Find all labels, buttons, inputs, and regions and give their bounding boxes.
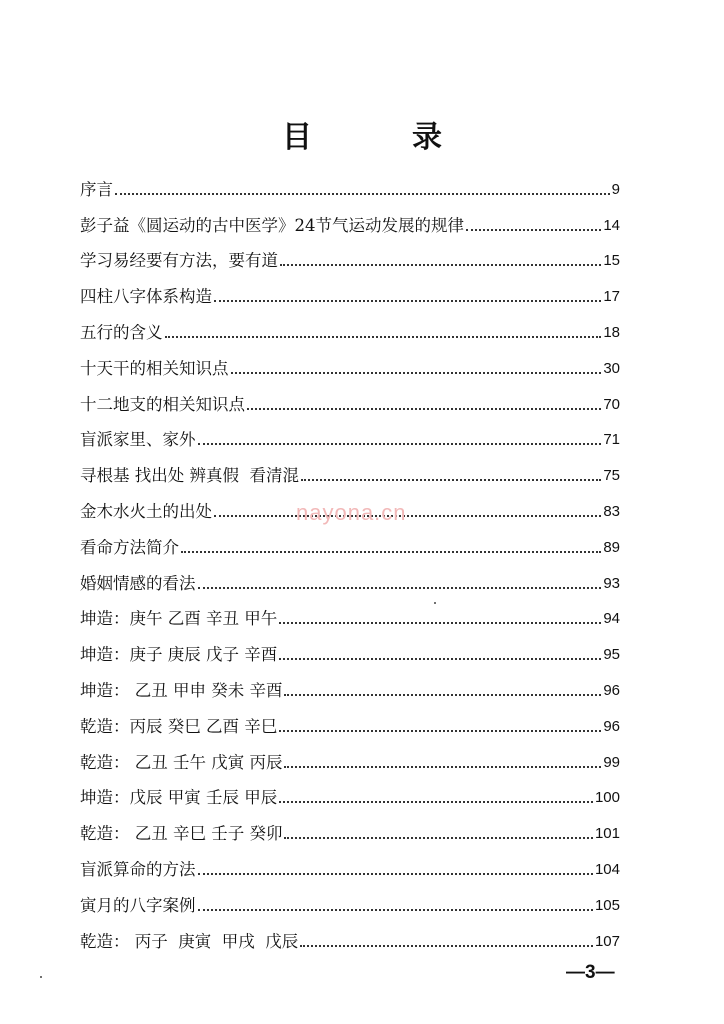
dot-leader (280, 264, 601, 266)
dot-leader (198, 443, 602, 445)
page-number: —3— (566, 962, 615, 983)
toc-entry-page: 101 (594, 825, 620, 843)
toc-entry-page: 104 (594, 860, 620, 878)
toc-entry-title: 坤造： 乙丑 甲申 癸未 辛酉 (80, 680, 283, 700)
toc-entry (80, 200, 620, 236)
toc-entry (80, 773, 620, 809)
toc-entry-page: 18 (603, 323, 620, 341)
toc-entry-title: 坤造：庚子 庚辰 戊子 辛酉 (80, 645, 278, 665)
dot-leader (198, 587, 602, 589)
dot-leader (279, 658, 601, 660)
dot-leader (300, 945, 593, 947)
toc-entry-page: 83 (603, 502, 620, 520)
toc-entry-title: 寅月的八字案例 (80, 895, 196, 915)
dot-leader (284, 694, 601, 696)
toc-entry (80, 379, 620, 415)
scan-speck (434, 602, 436, 604)
toc-entry (80, 271, 620, 307)
toc-entry (80, 808, 620, 844)
dot-leader (279, 622, 601, 624)
toc-entry-page: 95 (603, 646, 620, 664)
toc-entry-page: 30 (603, 359, 620, 377)
toc-entry-title: 寻根基 找出处 辨真假 看清混 (80, 466, 299, 486)
dot-leader (214, 515, 601, 517)
toc-entry (80, 880, 620, 916)
toc-entry (80, 701, 620, 737)
toc-entry-page: 100 (594, 789, 620, 807)
toc-entry-page: 96 (603, 717, 620, 735)
toc-entry-page: 75 (603, 467, 620, 485)
toc-entry-title: 四柱八字体系构造 (80, 287, 212, 307)
dot-leader (214, 300, 601, 302)
dot-leader (284, 766, 601, 768)
dot-leader (279, 801, 593, 803)
toc-entry-title: 乾造： 乙丑 辛巳 壬子 癸卯 (80, 824, 283, 844)
toc-entry (80, 415, 620, 451)
toc-entry-page: 105 (594, 896, 620, 914)
dot-leader (181, 551, 601, 553)
dot-leader (301, 479, 601, 481)
toc-entry-title: 乾造： 丙子 庚寅 甲戌 戊辰 (80, 931, 299, 951)
toc-entry-page: 94 (603, 610, 620, 628)
toc-entry (80, 307, 620, 343)
toc-entry-page: 9 (611, 180, 620, 198)
toc-entry-page: 14 (603, 216, 620, 234)
toc-entry-title: 盲派算命的方法 (80, 859, 196, 879)
toc-entry-page: 70 (603, 395, 620, 413)
toc-entry (80, 164, 620, 200)
toc-entry (80, 916, 620, 952)
toc-entry-page: 71 (603, 431, 620, 449)
toc-entry (80, 629, 620, 665)
toc-entry-page: 107 (594, 932, 620, 950)
toc-entry (80, 236, 620, 272)
dot-leader (165, 336, 602, 338)
page-title: 目录 (282, 120, 542, 155)
toc-entry-title: 十二地支的相关知识点 (80, 394, 245, 414)
dot-leader (247, 408, 601, 410)
toc-entry-title: 学习易经要有方法，要有道 (80, 251, 278, 271)
toc-entry-title: 婚姻情感的看法 (80, 573, 196, 593)
toc-entry-page: 17 (603, 288, 620, 306)
toc-entry-title: 坤造：庚午 乙酉 辛丑 甲午 (80, 609, 278, 629)
toc-entry-title: 乾造： 乙丑 壬午 戊寅 丙辰 (80, 752, 283, 772)
toc-entry (80, 665, 620, 701)
toc-entry (80, 522, 620, 558)
dot-leader (279, 730, 601, 732)
dot-leader (198, 873, 593, 875)
toc-entry-title: 乾造：丙辰 癸巳 乙酉 辛巳 (80, 716, 278, 736)
toc-entry (80, 844, 620, 880)
toc-entry-title: 盲派家里、家外 (80, 430, 196, 450)
toc-entry-page: 99 (603, 753, 620, 771)
toc-entry (80, 558, 620, 594)
dot-leader (466, 229, 601, 231)
table-of-contents (80, 164, 620, 952)
toc-entry-page: 93 (603, 574, 620, 592)
toc-entry (80, 450, 620, 486)
dot-leader (231, 372, 602, 374)
toc-entry-page: 15 (603, 252, 620, 270)
dot-leader (198, 909, 593, 911)
toc-entry-title: 序言 (80, 179, 113, 199)
dot-leader (115, 193, 610, 195)
watermark: nayona.cn (296, 500, 407, 525)
dot-leader (284, 837, 592, 839)
scan-speck (40, 976, 42, 978)
toc-entry-page: 89 (603, 538, 620, 556)
toc-entry-title: 十天干的相关知识点 (80, 358, 229, 378)
toc-entry-title: 五行的含义 (80, 322, 163, 342)
toc-entry-title: 彭子益《圆运动的古中医学》24节气运动发展的规律 (80, 215, 464, 235)
toc-entry-title: 坤造：戊辰 甲寅 壬辰 甲辰 (80, 788, 278, 808)
toc-entry (80, 737, 620, 773)
toc-entry (80, 343, 620, 379)
toc-entry-page: 96 (603, 681, 620, 699)
toc-entry-title: 看命方法简介 (80, 537, 179, 557)
toc-entry-title: 金木水火土的出处 (80, 501, 212, 521)
toc-entry (80, 594, 620, 630)
